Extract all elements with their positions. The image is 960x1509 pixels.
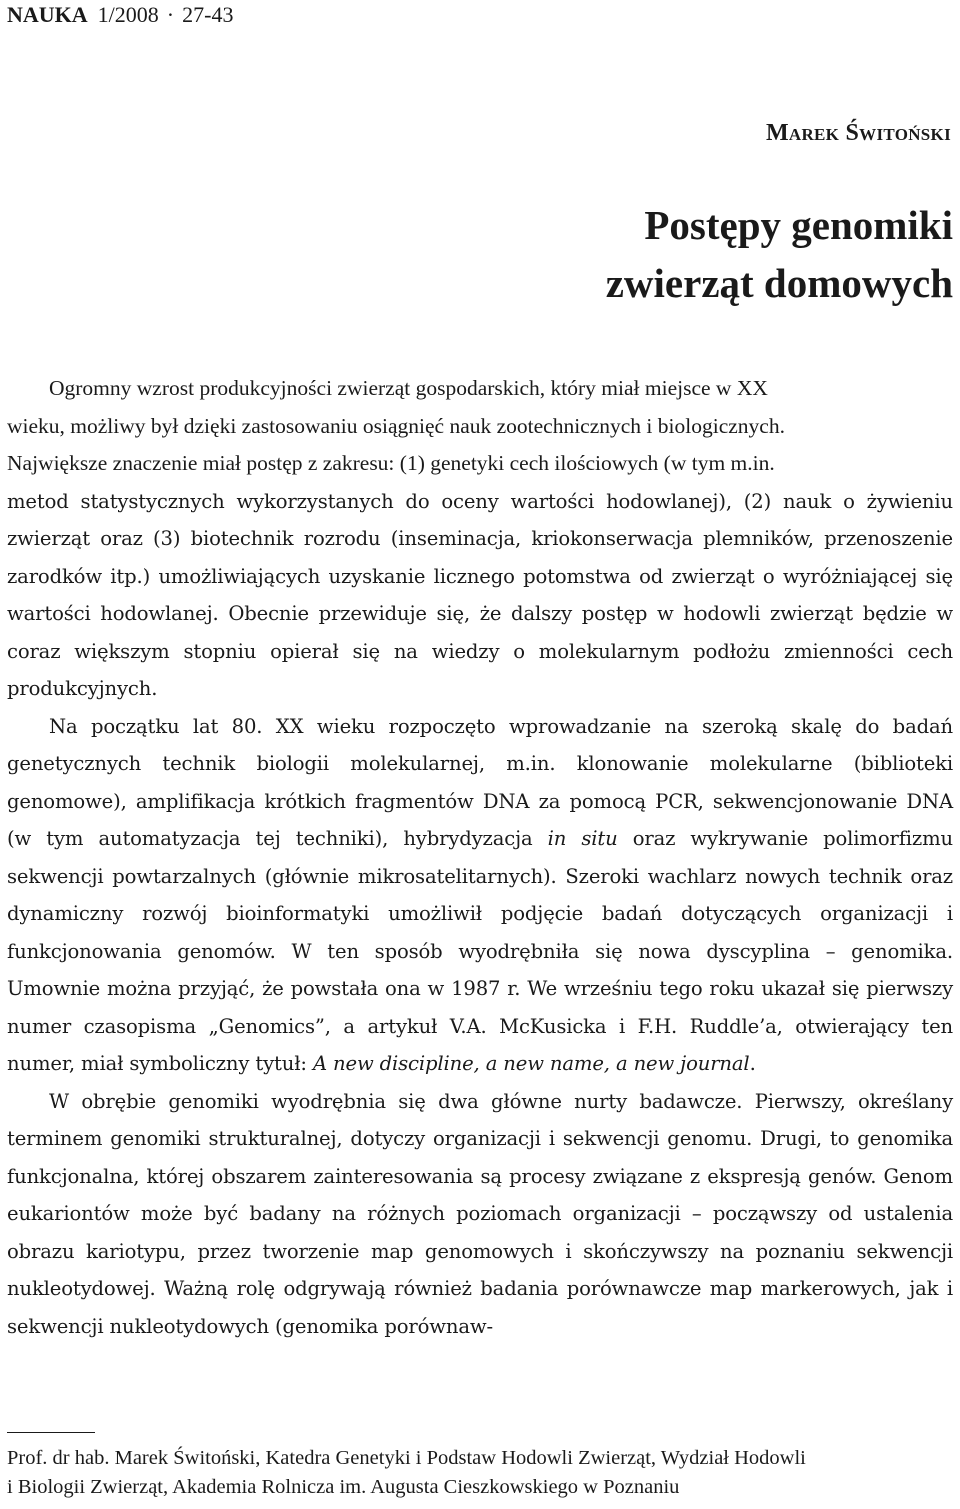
article-title <box>606 196 953 312</box>
paragraph-genomics-history <box>7 708 953 1083</box>
footnote-divider <box>7 1432 95 1433</box>
article-body <box>7 370 953 1345</box>
paragraph-intro: Ogromny wzrost produkcyjności zwierząt gospodarskich, który miał miejsce w XX wieku, możliwy był dzięki zastosowaniu osiągnięć nauk zootechnicznych i biologicznych. Największe znaczenie miał postęp z zakresu: (1) genetyki cech ilościowych (w tym m.in. <box>7 376 785 475</box>
header-separator: · <box>166 2 175 27</box>
text-run: Na początku lat 80. XX wieku rozpoczęto wprowadzanie na szeroką skalę do badań genetycznych technik biologii molekularnej, m.in. klonowanie molekularne (biblioteki genomowe), amplifikacja krótkich fragmentów DNA za pomocą PCR, sekwencjonowanie DNA (w tym automatyzacja tej techniki), hybrydyzacja <box>7 714 953 850</box>
issue-number: 1/2008 <box>97 2 159 27</box>
journal-name: NAUKA <box>7 2 88 27</box>
author-name: Marek Świtoński <box>765 120 951 146</box>
running-header <box>7 0 233 30</box>
title-line-2: zwierząt domowych <box>605 260 953 306</box>
author-affiliation-footnote: Prof. dr hab. Marek Świtoński, Katedra Genetyki i Podstaw Hodowli Zwierząt, Wydział Hodowli i Biologii Zwierząt, Akademia Rolnicza im. Augusta Cieszkowskiego w Poznaniu <box>7 1447 806 1498</box>
text-run: . <box>749 1052 756 1075</box>
title-line-1: Postępy genomiki <box>644 202 953 248</box>
paragraph-research-streams: W obrębie genomiki wyodrębnia się dwa główne nurty badawcze. Pierwszy, określany terminem genomiki strukturalnej, dotyczy organizacji i sekwencji genomu. Drugi, to genomika funkcjonalna, której obszarem zainteresowania są procesy związane z ekspresją genów. Genom eukariontów może być badany na różnych poziomach organizacji – począwszy od ustalenia obrazu kariotypu, przez tworzenie map genomowych i skończywszy na poznaniu sekwencji nukleotydowej. Ważną rolę odgrywają również badania porównawcze map markerowych, jak i sekwencji nukleotydowych (genomika porównaw- <box>7 1089 953 1338</box>
paragraph-intro-continued: metod statystycznych wykorzystanych do oceny wartości hodowlanej), (2) nauk o żywieniu zwierząt oraz (3) biotechnik rozrodu (inseminacja, kriokonserwacja plemników, przenoszenie zarodków itp.) umożliwiających uzyskanie licznego potomstwa od zwierząt o wyróżniającej się wartości hodowlanej. Obecnie przewiduje się, że dalszy postęp w hodowli zwierząt będzie w coraz większym stopniu opierał się na wiedzy o molekularnym podłożu zmienności cech produkcyjnych. <box>7 489 953 700</box>
italic-title-quote: A new discipline, a new name, a new journal <box>312 1052 750 1075</box>
page-range: 27-43 <box>182 2 234 27</box>
italic-term-in-situ: in situ <box>547 827 618 850</box>
text-run: oraz wykrywanie polimorfizmu sekwencji powtarzalnych (głównie mikrosatelitarnych). Szeroki wachlarz nowych technik oraz dynamiczny rozwój bioinformatyki umożliwił podjęcie badań dotyczących organizacji i funkcjonowania genomów. W ten sposób wyodrębniła się nowa dyscyplina – genomika. Umownie można przyjąć, że powstała ona w 1987 r. We wrześniu tego roku ukazał się pierwszy numer czasopisma „Genomics”, a artykuł V.A. McKusicka i F.H. Ruddle’a, otwierający ten numer, miał symboliczny tytuł: <box>7 827 953 1075</box>
